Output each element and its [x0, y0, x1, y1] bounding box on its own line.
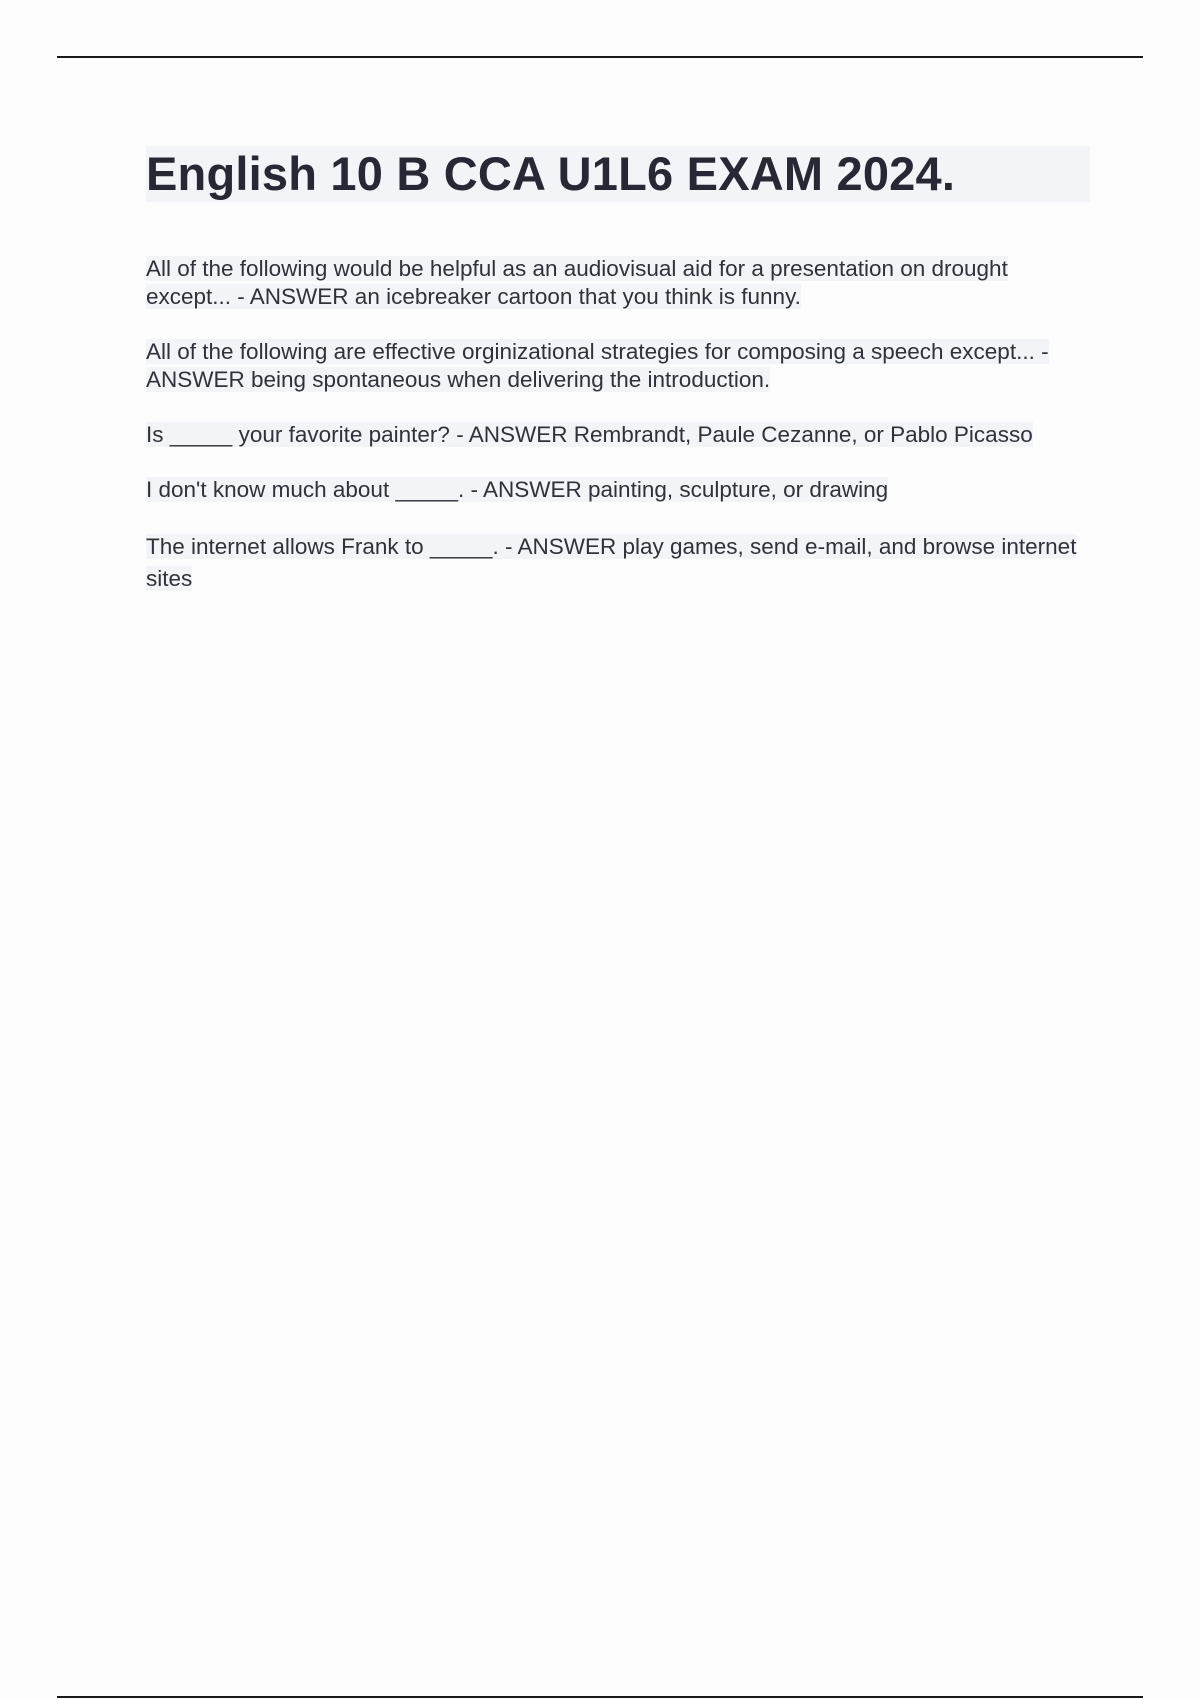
bottom-divider — [57, 1696, 1143, 1698]
qa-list — [146, 255, 1090, 595]
qa-item-text: I don't know much about _____. - ANSWER painting, sculpture, or drawing — [146, 477, 889, 502]
qa-item-text: Is _____ your favorite painter? - ANSWER Rembrandt, Paule Cezanne, or Pablo Picasso — [146, 422, 1033, 447]
qa-item-1 — [146, 255, 1090, 311]
top-divider — [57, 56, 1143, 58]
qa-item-3 — [146, 421, 1090, 449]
document-title: English 10 B CCA U1L6 EXAM 2024. — [146, 146, 1090, 202]
document-body — [146, 146, 1090, 622]
qa-item-5 — [146, 531, 1090, 595]
qa-item-text: All of the following would be helpful as an audiovisual aid for a presentation on drought except... - ANSWER an icebreaker cartoon that you think is funny. — [146, 256, 1008, 309]
qa-item-4 — [146, 476, 1090, 504]
qa-item-2 — [146, 338, 1090, 394]
qa-item-text: All of the following are effective orginizational strategies for composing a speech except... - ANSWER being spontaneous when delivering the introduction. — [146, 339, 1049, 392]
qa-item-text: The internet allows Frank to _____. - ANSWER play games, send e-mail, and browse internet sites — [146, 534, 1077, 591]
